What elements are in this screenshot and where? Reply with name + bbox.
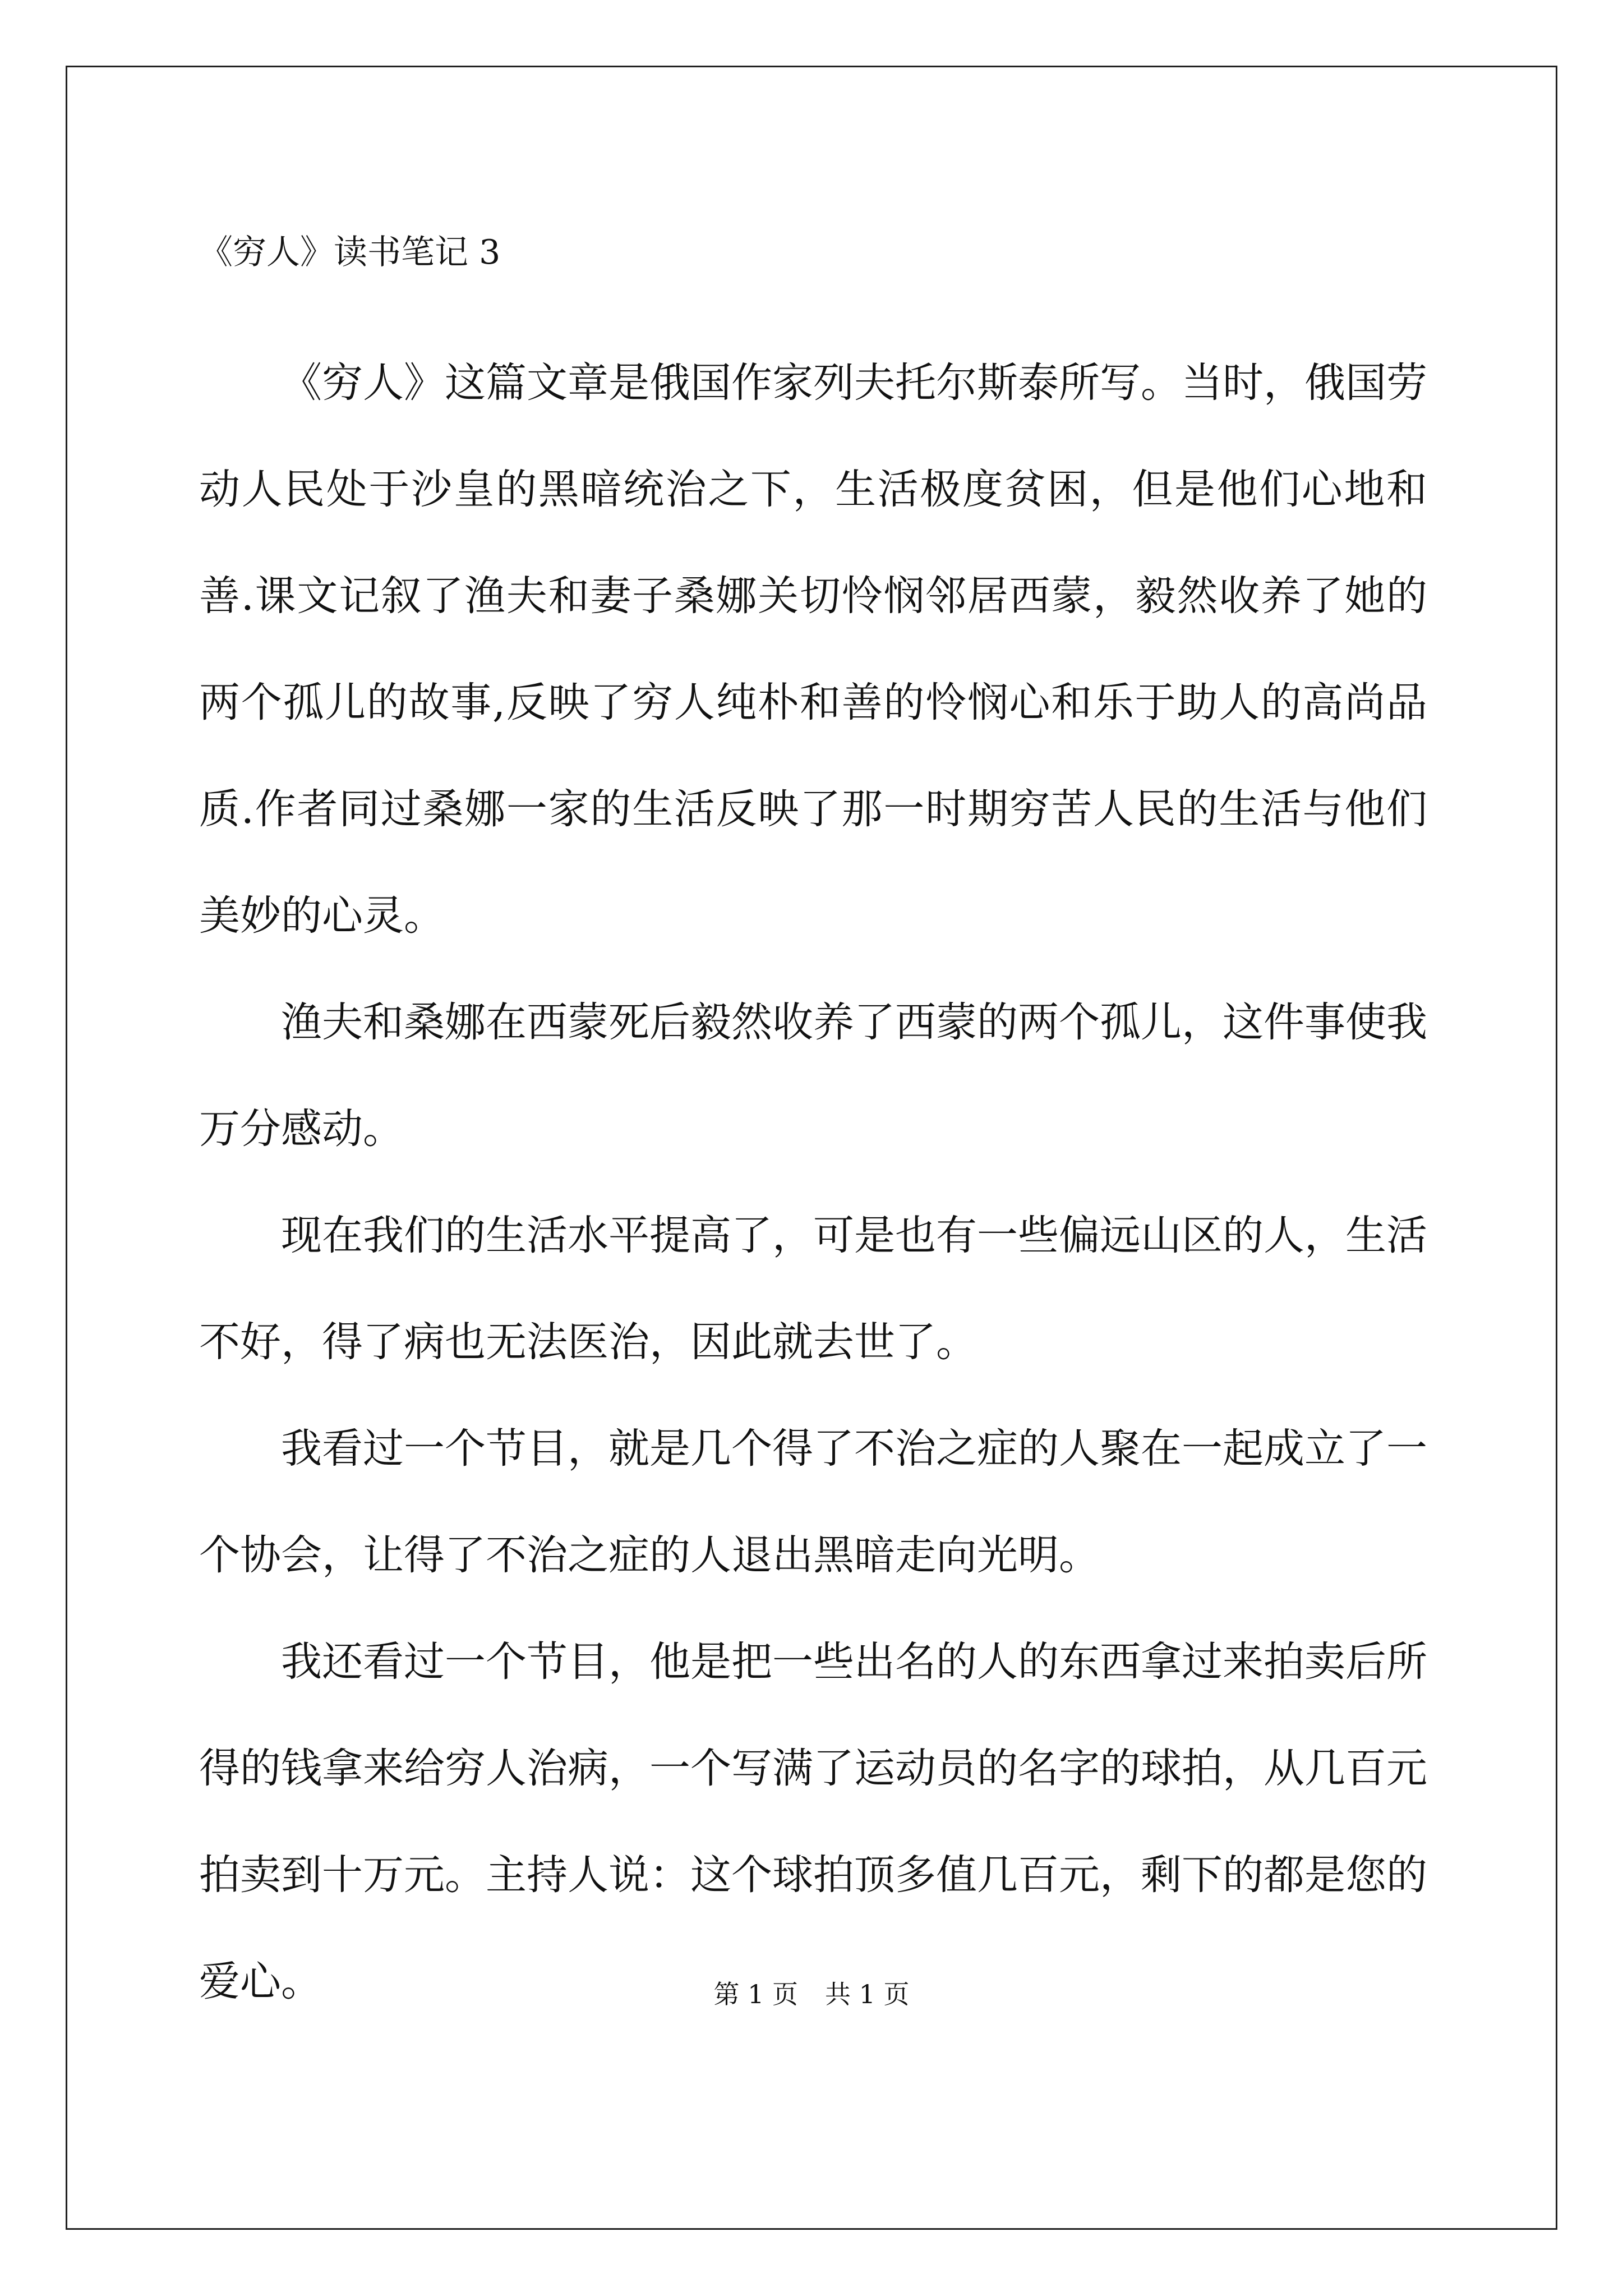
- paragraph-3: 现在我们的生活水平提高了，可是也有一些偏远山区的人，生活不好，得了病也无法医治，因此就去世了。: [199, 1212, 1427, 1366]
- paragraph-5: 我还看过一个节目，他是把一些出名的人的东西拿过来拍卖后所得的钱拿来给穷人治病，一个写满了运动员的名字的球拍，从几百元拍卖到十万元。主持人说：这个球拍顶多值几百元，剩下的都是您的爱心。: [199, 1638, 1427, 2005]
- page-number: 第 1 页: [713, 1979, 798, 2009]
- paragraph-4: 我看过一个节目，就是几个得了不治之症的人聚在一起成立了一个协会，让得了不治之症的人退出黑暗走向光明。: [199, 1425, 1427, 1579]
- document-body: [199, 224, 1427, 2035]
- page-footer: [0, 1977, 1623, 2011]
- page-total: 共 1 页: [825, 1979, 910, 2009]
- paragraph-2: 渔夫和桑娜在西蒙死后毅然收养了西蒙的两个孤儿，这件事使我万分感动。: [199, 999, 1427, 1153]
- document-title: 《穷人》读书笔记 3: [199, 233, 501, 272]
- paragraph-1: 《穷人》这篇文章是俄国作家列夫托尔斯泰所写。当时，俄国劳动人民处于沙皇的黑暗统治之下，生活极度贫困，但是他们心地和善.课文记叙了渔夫和妻子桑娜关切怜悯邻居西蒙，毅然收养了她的两个孤儿的故事,反映了穷人纯朴和善的怜悯心和乐于助人的高尚品质.作者同过桑娜一家的生活反映了那一时期穷苦人民的生活与他们美妙的心灵。: [199, 359, 1427, 940]
